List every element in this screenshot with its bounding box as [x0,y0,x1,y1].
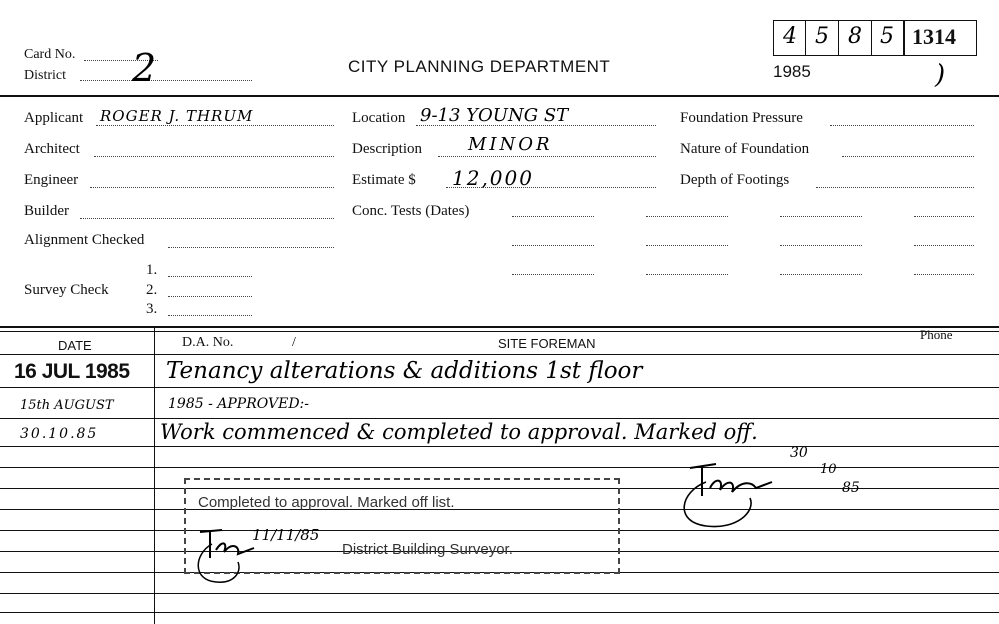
file-box-1: 4 [783,24,797,49]
district-line [80,80,252,81]
engineer-label: Engineer [24,172,79,188]
description-value: MINOR [468,134,553,155]
stamp-line1: Completed to approval. Marked off list. [198,494,455,511]
survey-2: 2. [146,282,158,298]
alignment-label: Alignment Checked [24,232,145,248]
signature-year: 85 [842,480,860,496]
header-site-foreman: SITE FOREMAN [498,336,596,351]
file-box-2: 5 [815,24,829,49]
foundation-pressure-label: Foundation Pressure [680,110,803,126]
survey-check-label: Survey Check [24,282,109,298]
row1-date-stamp: 16 JUL 1985 [14,360,130,383]
row3-date: 30.10.85 [20,426,99,442]
row2-date: 15th AUGUST [20,398,114,413]
description-label: Description [352,141,422,157]
header-phone: Phone [920,327,953,342]
estimate-label: Estimate $ [352,172,416,188]
card-no-label: Card No. [24,47,76,62]
header-divider [0,95,999,97]
table-top-border [0,326,999,328]
conc-tests-label: Conc. Tests (Dates) [352,203,470,219]
row3-entry: Work commenced & completed to approval. Marked off. [160,420,758,444]
district-label: District [24,68,66,83]
signature-day: 30 [790,445,808,461]
depth-footings-label: Depth of Footings [680,172,790,188]
stamp-date: 11/11/85 [252,526,320,544]
stamp-line2: District Building Surveyor. [342,541,513,558]
department-title: CITY PLANNING DEPARTMENT [348,57,611,76]
location-value: 9-13 YOUNG ST [420,105,569,126]
header-da-no: D.A. No. [182,335,234,350]
header-slash: / [292,335,296,350]
year-note: ) [935,60,946,90]
estimate-value: 12,000 [452,166,534,190]
year: 1985 [773,62,811,81]
survey-3: 3. [146,301,158,317]
builder-label: Builder [24,203,69,219]
row1-entry: Tenancy alterations & additions 1st floor [166,358,643,384]
file-box-4: 5 [880,24,894,49]
applicant-value: ROGER J. THRUM [100,107,254,125]
row2-entry: 1985 - APPROVED:- [168,396,309,412]
location-label: Location [352,110,406,126]
header-date: DATE [58,338,92,353]
file-box-3: 8 [848,24,862,49]
signature [676,452,796,532]
date-column-divider [154,328,155,624]
signature-month: 10 [820,462,837,477]
survey-1: 1. [146,262,158,278]
file-number: 1314 [912,24,956,49]
architect-label: Architect [24,141,80,157]
nature-foundation-label: Nature of Foundation [680,141,810,157]
card-no-value: 2 [132,46,157,90]
applicant-label: Applicant [24,110,84,126]
